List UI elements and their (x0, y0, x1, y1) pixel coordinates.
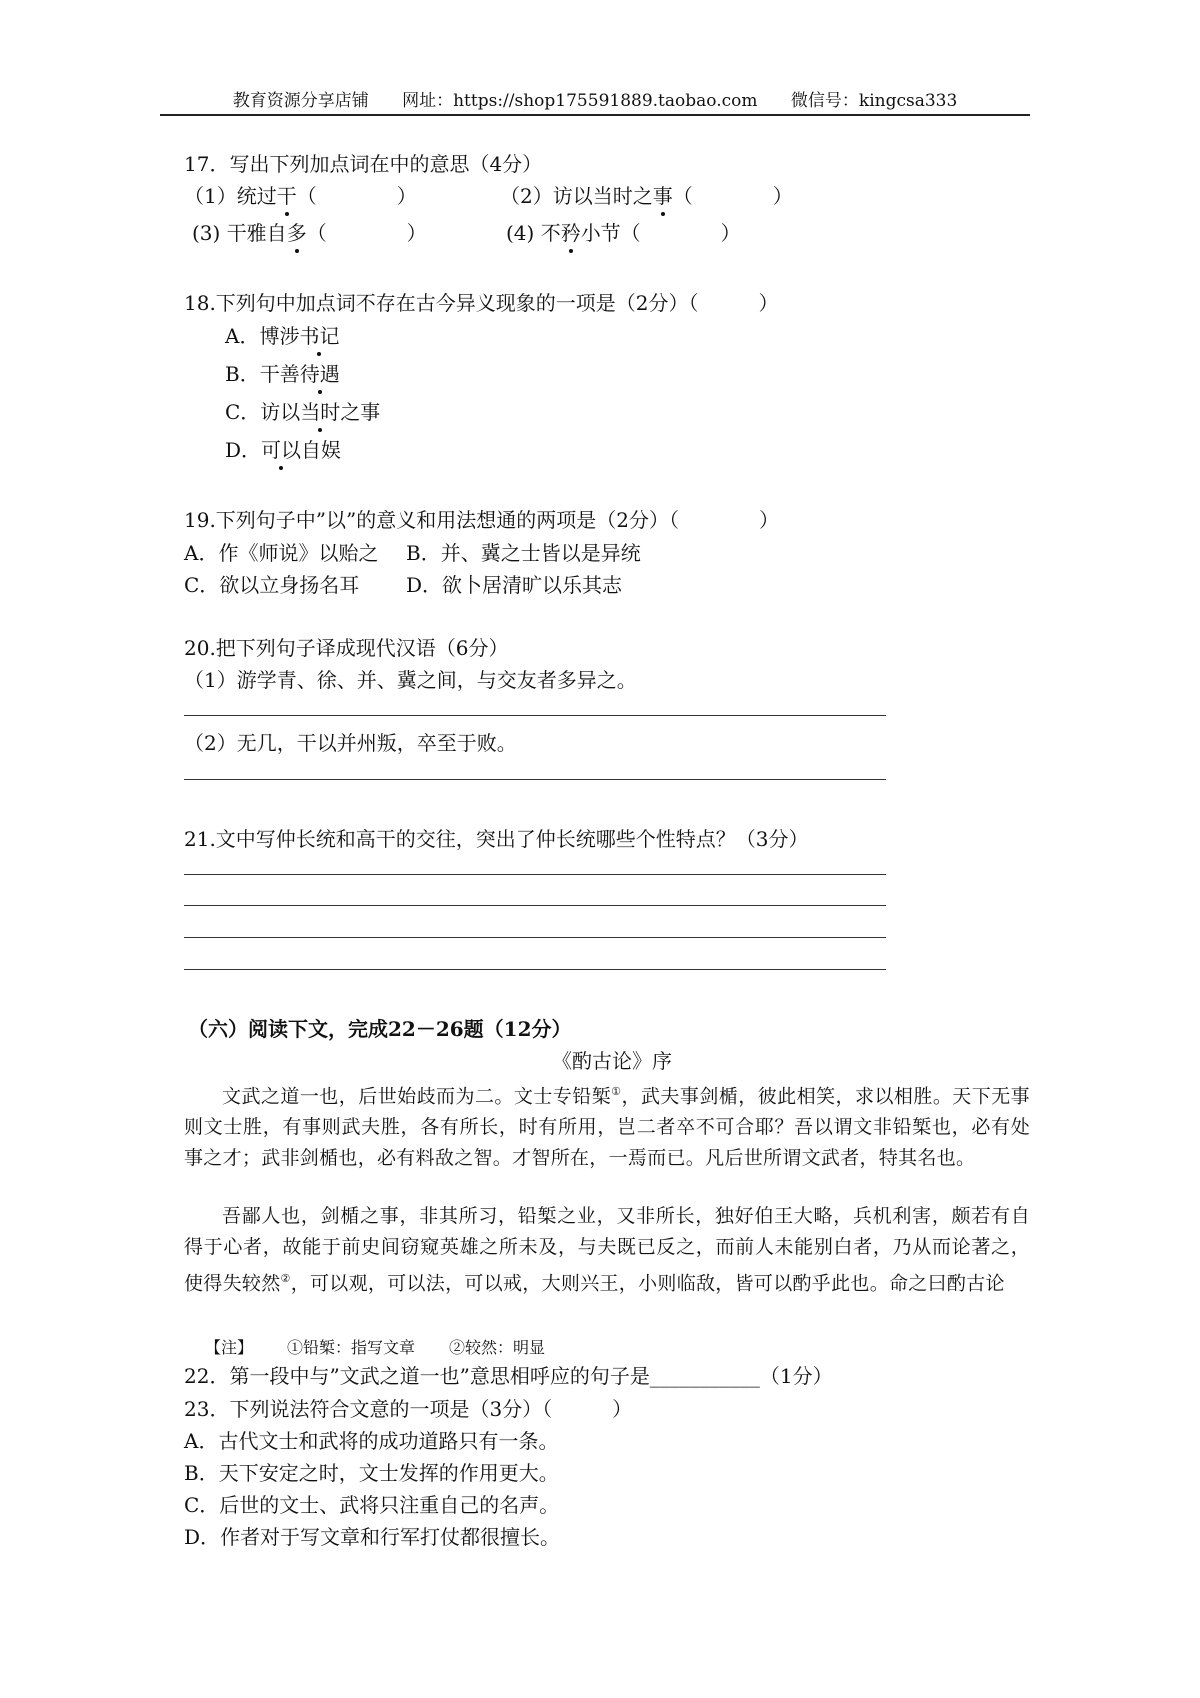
q23-option-a: A．古代文士和武将的成功道路只有一条。 (184, 1429, 559, 1453)
answer-line[interactable] (184, 905, 886, 906)
q17-title: 17．写出下列加点词在中的意思（4分） (184, 152, 543, 176)
q19-title: 19.下列句子中”以”的意义和用法想通的两项是（2分）（ ） (184, 508, 779, 532)
q17-item-1: （1）统过干（ ） (184, 184, 417, 208)
answer-line[interactable] (184, 779, 886, 780)
q18-option-a: A．博涉书记 (225, 324, 340, 348)
q21-title: 21.文中写仲长统和高干的交往，突出了仲长统哪些个性特点？（3分） (184, 827, 809, 851)
header-url: 网址：https://shop175591889.taobao.com (402, 91, 758, 111)
q19-option-a: A．作《师说》以贻之 (184, 541, 379, 565)
essay-paragraph-2: 吾鄙人也，剑楯之事，非其所习，铅椠之业，又非所长，独好伯王大略，兵机利害，颇若有自得于心者，故能于前史间窃窥英雄之所未及，与夫既已反之，而前人未能别白者，乃从而论著之，使得失较然②，可以观，可以法，可以戒，大则兴王，小则临敌，皆可以酌乎此也。命之曰酌古论 (184, 1205, 1030, 1295)
answer-line[interactable] (184, 969, 886, 970)
q20-sentence-2: （2）无几，干以并州叛，卒至于败。 (184, 731, 517, 755)
q18-option-b: B．干善待遇 (225, 362, 340, 386)
q19-option-b: B．并、冀之士皆以是异统 (406, 541, 641, 565)
answer-line[interactable] (184, 715, 886, 716)
answer-line[interactable] (184, 937, 886, 938)
essay-title: 《酌古论》序 (552, 1049, 672, 1073)
q20-sentence-1: （1）游学青、徐、并、冀之间，与交友者多异之。 (184, 668, 637, 692)
page-header (160, 86, 1030, 116)
q19-option-c: C．欲以立身扬名耳 (184, 573, 360, 597)
q23-option-b: B．天下安定之时，文士发挥的作用更大。 (184, 1461, 559, 1485)
q23-option-c: C．后世的文士、武将只注重自己的名声。 (184, 1493, 560, 1517)
q22: 22．第一段中与”文武之道一也”意思相呼应的句子是___________（1分） (184, 1364, 833, 1388)
q23-title: 23．下列说法符合文意的一项是（3分）（ ） (184, 1397, 633, 1421)
q18-title: 18.下列句中加点词不存在古今异义现象的一项是（2分）（ ） (184, 291, 779, 315)
essay-paragraph-1: 文武之道一也，后世始歧而为二。文士专铅椠①，武夫事剑楯，彼此相笑，求以相胜。天下无事则文士胜，有事则武夫胜，各有所长，时有所用，岂二者卒不可合耶？吾以谓文非铅椠也，必有处事之才；武非剑楯也，必有料敌之智。才智所在，一焉而已。凡后世所谓文武者，特其名也。 (184, 1085, 1030, 1170)
section-6-heading: （六）阅读下文，完成22－26题（12分） (188, 1017, 572, 1041)
q17-item-3: (3) 干雅自多（ ） (192, 221, 427, 245)
q20-title: 20.把下列句子译成现代汉语（6分） (184, 636, 509, 660)
answer-line[interactable] (184, 874, 886, 875)
q18-option-d: D．可以自娱 (225, 438, 342, 462)
q23-option-d: D．作者对于写文章和行军打仗都很擅长。 (184, 1525, 561, 1549)
header-shop: 教育资源分享店铺 (232, 91, 369, 111)
q18-option-c: C．访以当时之事 (225, 400, 381, 424)
q19-option-d: D．欲卜居清旷以乐其志 (406, 573, 623, 597)
q17-item-2: （2）访以当时之事（ ） (500, 184, 793, 208)
header-wechat: 微信号：kingcsa333 (790, 91, 958, 111)
essay-notes: 【注】 ①铅椠：指写文章 ②较然：明显 (205, 1338, 546, 1357)
q17-item-4: (4) 不矜小节（ ） (506, 221, 741, 245)
